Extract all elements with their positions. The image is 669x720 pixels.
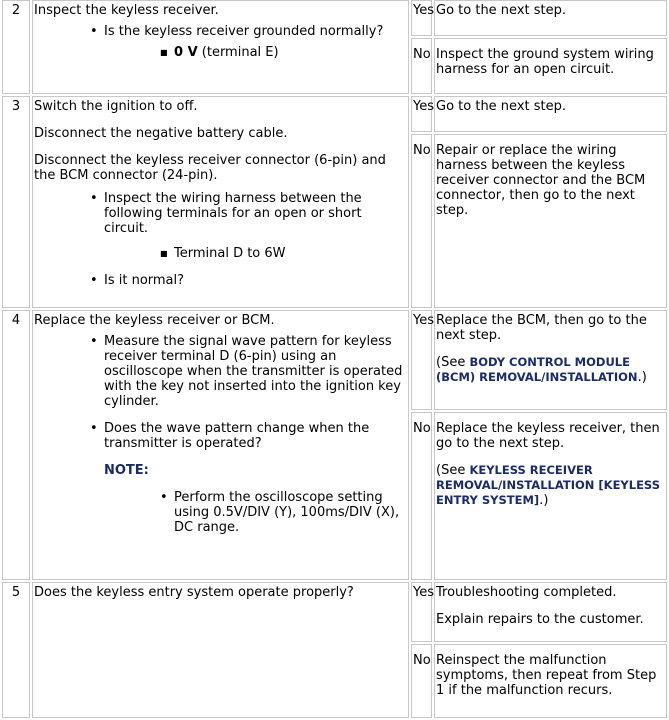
sub-bullet-item (174, 246, 407, 261)
step-text: Inspect the keyless receiver. (34, 3, 219, 18)
see-close: .) (637, 370, 647, 385)
bcm-removal-link[interactable]: BODY CONTROL MODULE (BCM) REMOVAL/INSTALLATION (436, 355, 638, 384)
step-number: 5 (2, 582, 30, 718)
no-cell (434, 412, 667, 580)
step-text: Switch the ignition to off. (34, 99, 198, 114)
note-text: Perform the oscilloscope setting using 0.5V/DIV (Y), 100ms/DIV (X), DC range. (174, 490, 400, 535)
sub-bullet-list (34, 246, 407, 261)
note-list (34, 490, 407, 535)
sub-bullet-text: Terminal D to 6W (174, 246, 286, 261)
bullet-item (104, 421, 407, 451)
table-row (2, 310, 667, 410)
terminal-text: (terminal E) (197, 45, 279, 60)
step-number: 2 (2, 0, 30, 94)
yes-label: Yes (411, 310, 432, 410)
no-label: No (411, 38, 432, 94)
yes-label: Yes (411, 0, 432, 36)
note-item (174, 490, 407, 535)
yes-cell (434, 310, 667, 410)
no-action: Reinspect the malfunction symptoms, then repeat from Step 1 if the malfunction recurs. (434, 644, 667, 718)
bullet-item (104, 24, 407, 39)
step-instructions (32, 96, 409, 308)
voltage-value: 0 V (174, 45, 198, 60)
sub-bullet-list (34, 45, 407, 60)
see-close: .) (539, 493, 549, 508)
step-text: Replace the keyless receiver or BCM. (34, 313, 275, 328)
yes-action: Replace the BCM, then go to the next step. (436, 313, 647, 343)
step-number: 4 (2, 310, 30, 580)
bullet-text: Is it normal? (104, 273, 185, 288)
yes-action: Troubleshooting completed. (436, 585, 617, 600)
step-text: Disconnect the keyless receiver connector (6-pin) and the BCM connector (24-pin). (34, 153, 386, 183)
keyless-receiver-removal-link[interactable]: KEYLESS RECEIVER REMOVAL/INSTALLATION [KEYLESS ENTRY SYSTEM] (436, 463, 660, 507)
table-row (2, 0, 667, 36)
no-label: No (411, 412, 432, 580)
bullet-list (34, 334, 407, 451)
see-reference (436, 355, 665, 385)
note-label: NOTE: (104, 463, 149, 478)
table-row (2, 582, 667, 642)
step-instructions (32, 582, 409, 718)
bullet-text: Does the wave pattern change when the transmitter is operated? (104, 421, 370, 451)
yes-cell (434, 582, 667, 642)
bullet-text: Is the keyless receiver grounded normally? (104, 24, 384, 39)
bullet-list (34, 191, 407, 236)
bullet-text: Measure the signal wave pattern for keyless receiver terminal D (6-pin) using an oscilloscope when the transmitter is operated with the key not inserted into the ignition key cylinder. (104, 334, 403, 409)
no-label: No (411, 134, 432, 308)
no-label: No (411, 644, 432, 718)
step-text: Disconnect the negative battery cable. (34, 126, 288, 141)
no-action: Repair or replace the wiring harness between the keyless receiver connector and the BCM connector, then go to the next step. (434, 134, 667, 308)
no-action: Replace the keyless receiver, then go to the next step. (436, 421, 660, 451)
see-reference (436, 463, 665, 508)
yes-action: Go to the next step. (434, 0, 667, 36)
step-instructions (32, 310, 409, 580)
step-instructions (32, 0, 409, 94)
table-row (2, 96, 667, 132)
sub-bullet-item (174, 45, 407, 60)
yes-action-2: Explain repairs to the customer. (436, 612, 644, 627)
no-action: Inspect the ground system wiring harness for an open circuit. (434, 38, 667, 94)
step-text: Does the keyless entry system operate properly? (34, 585, 354, 600)
yes-label: Yes (411, 96, 432, 132)
bullet-text: Inspect the wiring harness between the following terminals for an open or short circuit. (104, 191, 362, 236)
see-open: (See (436, 355, 470, 370)
yes-action: Go to the next step. (434, 96, 667, 132)
bullet-item (104, 334, 407, 409)
bullet-list (34, 273, 407, 288)
bullet-item (104, 191, 407, 236)
yes-label: Yes (411, 582, 432, 642)
bullet-item (104, 273, 407, 288)
bullet-list (34, 24, 407, 39)
step-number: 3 (2, 96, 30, 308)
see-open: (See (436, 463, 470, 478)
